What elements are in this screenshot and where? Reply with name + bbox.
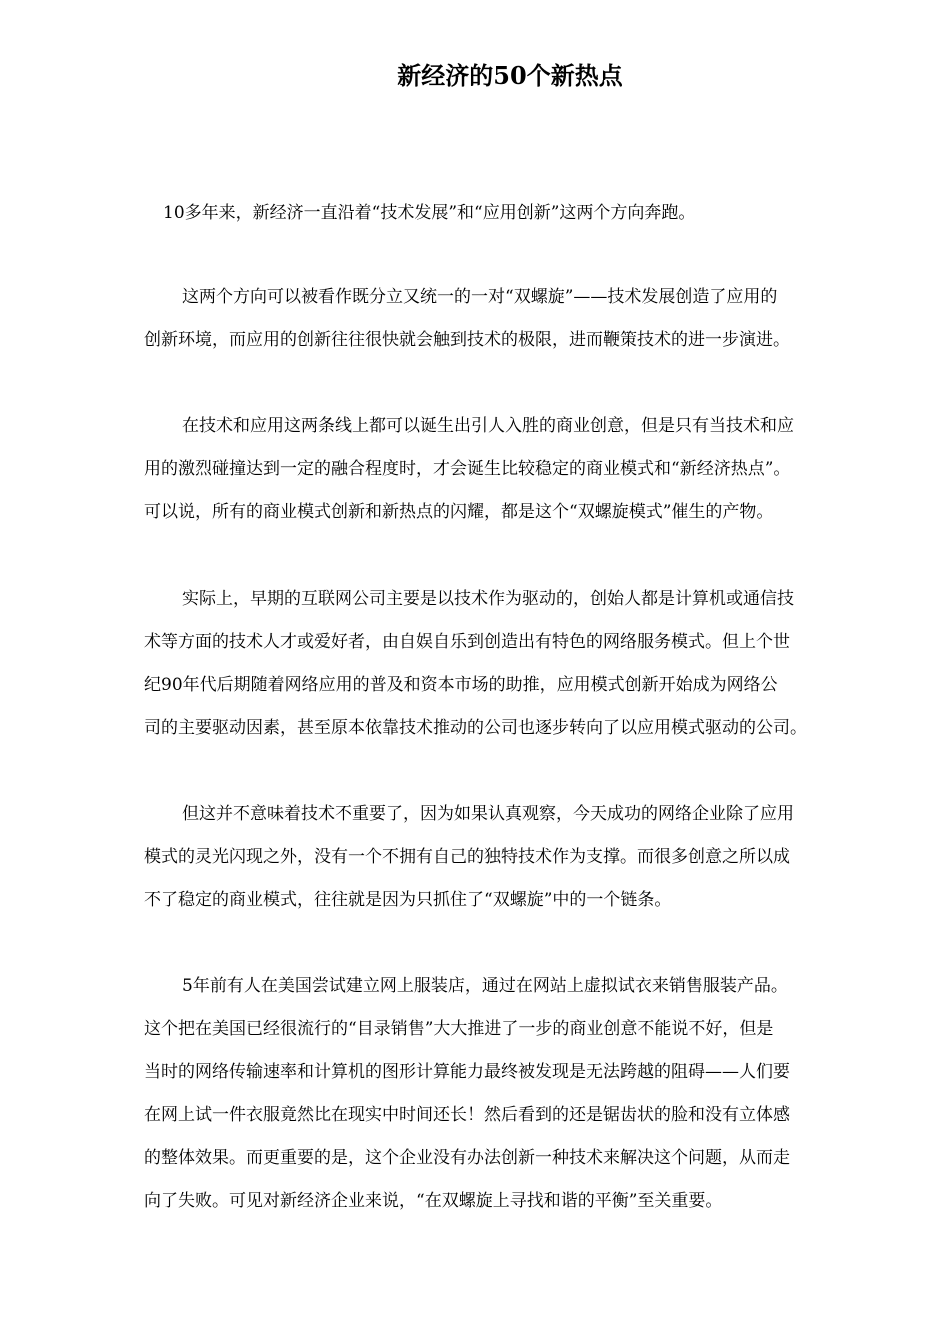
paragraph-line: 创新环境，而应用的创新往往很快就会触到技术的极限，进而鞭策技术的进一步演进。: [144, 330, 790, 350]
body-paragraph: [144, 276, 886, 362]
document-title: 新经济的50个新热点: [397, 61, 623, 90]
paragraph-line: 5年前有人在美国尝试建立网上服装店，通过在网站上虚拟试衣来销售服装产品。: [182, 976, 788, 996]
paragraph-line: 用的激烈碰撞达到一定的融合程度时，才会诞生比较稳定的商业模式和“新经济热点”。: [144, 459, 791, 479]
body-paragraph: [144, 405, 886, 534]
paragraph-line: 司的主要驱动因素，甚至原本依靠技术推动的公司也逐步转向了以应用模式驱动的公司。: [144, 718, 807, 738]
paragraph-line: 当时的网络传输速率和计算机的图形计算能力最终被发现是无法跨越的阻碍——人们要: [144, 1062, 790, 1082]
paragraph-line: 的整体效果。而更重要的是，这个企业没有办法创新一种技术来解决这个问题，从而走: [144, 1148, 790, 1168]
paragraph-line: 实际上，早期的互联网公司主要是以技术作为驱动的，创始人都是计算机或通信技: [182, 589, 794, 609]
paragraph-line: 可以说，所有的商业模式创新和新热点的闪耀，都是这个“双螺旋模式”催生的产物。: [144, 502, 774, 522]
intro-paragraph: 10多年来，新经济一直沿着“技术发展”和“应用创新”这两个方向奔跑。: [163, 203, 696, 223]
paragraph-line: 向了失败。可见对新经济企业来说，“在双螺旋上寻找和谐的平衡”至关重要。: [144, 1191, 723, 1211]
paragraph-line: 纪90年代后期随着网络应用的普及和资本市场的助推，应用模式创新开始成为网络公: [144, 675, 778, 695]
paragraph-line: 术等方面的技术人才或爱好者，由自娱自乐到创造出有特色的网络服务模式。但上个世: [144, 632, 790, 652]
paragraph-line: 模式的灵光闪现之外，没有一个不拥有自己的独特技术作为支撑。而很多创意之所以成: [144, 847, 790, 867]
body-paragraph: [144, 578, 886, 750]
body-paragraph: [144, 793, 886, 922]
paragraph-line: 不了稳定的商业模式，往往就是因为只抓住了“双螺旋”中的一个链条。: [144, 890, 672, 910]
paragraph-line: 在技术和应用这两条线上都可以诞生出引人入胜的商业创意，但是只有当技术和应: [182, 416, 794, 436]
body-paragraph: [144, 965, 886, 1223]
paragraph-line: 在网上试一件衣服竟然比在现实中时间还长！然后看到的还是锯齿状的脸和没有立体感: [144, 1105, 790, 1125]
paragraph-line: 但这并不意味着技术不重要了，因为如果认真观察，今天成功的网络企业除了应用: [182, 804, 794, 824]
paragraph-line: 这个把在美国已经很流行的“目录销售”大大推进了一步的商业创意不能说不好，但是: [144, 1019, 774, 1039]
paragraph-line: 这两个方向可以被看作既分立又统一的一对“双螺旋”——技术发展创造了应用的: [182, 287, 778, 307]
